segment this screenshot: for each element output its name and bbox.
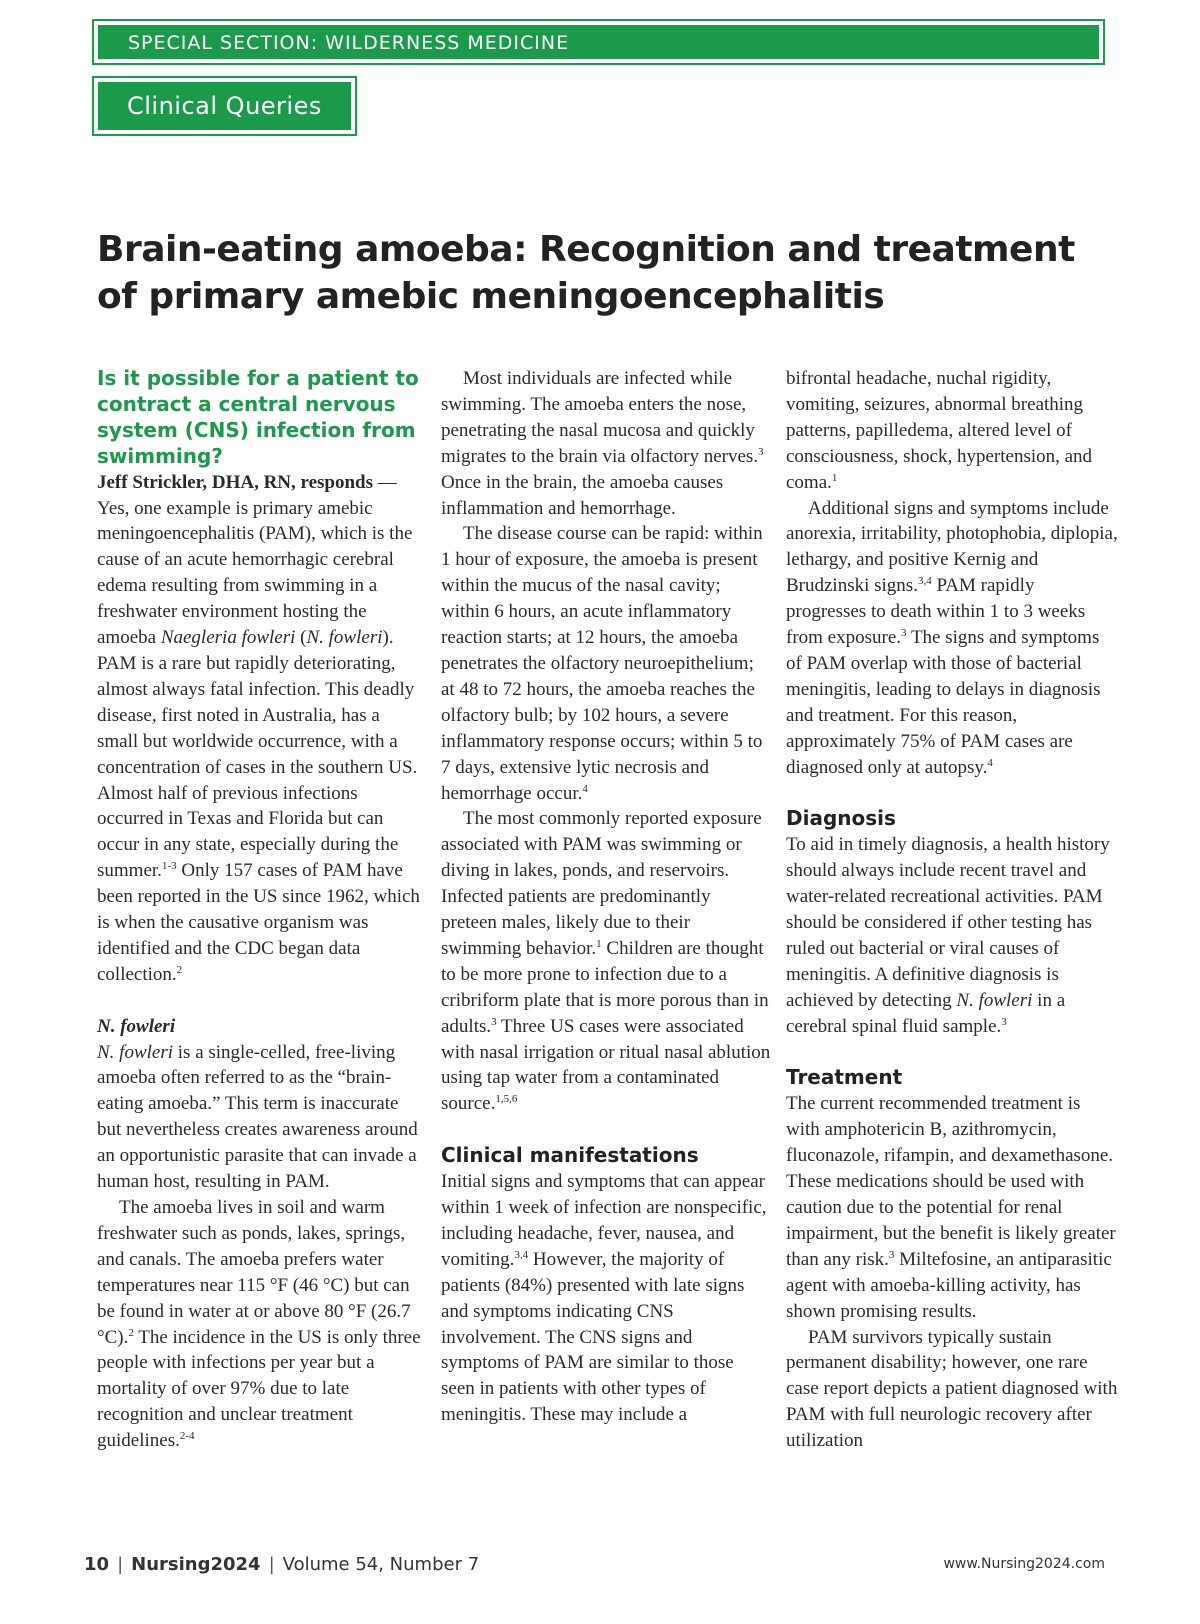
subheading-n-fowleri: N. fowleri	[97, 1015, 176, 1037]
page-footer	[84, 1554, 1105, 1580]
paragraph: The amoeba lives in soil and warm freshwater such as ponds, lakes, springs, and canals. The amoeba prefers water temperatures near 115 °F (46 °C) but can be found in water at or above 80 °F (26.7 °C).$^2$ The incidence in the US is only three people with infections per year but a mortality of over 97% due to late recognition and unclear treatment guidelines.$^{2-4}$	[97, 1196, 421, 1452]
question-heading: Is it possible for a patient to contract a central nervous system (CNS) infection from swimming?	[97, 366, 419, 468]
paragraph: Additional signs and symptoms include anorexia, irritability, photophobia, diplopia, lethargy, and positive Kernig and Brudzinski signs.$^{3,4}$ PAM rapidly progresses to death within 1 to 3 weeks from exposure.$^3$ The signs and symptoms of PAM overlap with those of bacterial meningitis, leading to delays in diagnosis and treatment. For this reason, approximately 75% of PAM cases are diagnosed only at autopsy.$^4$	[786, 497, 1118, 778]
department-tag	[97, 81, 352, 131]
volume-info: Volume 54, Number 7	[282, 1554, 480, 1575]
column-1	[97, 366, 425, 1528]
journal-url: www.Nursing2024.com	[943, 1556, 1105, 1572]
author-line: Jeff Strickler, DHA, RN, responds	[97, 471, 374, 493]
paragraph: The most commonly reported exposure associated with PAM was swimming or diving in lakes, ponds, and reservoirs. Infected patients are predominantly preteen males, likely due to their swimming behavior.$^1$ Children are thought to be more prone to infection due to a cribriform plate that is more porous than in adults.$^3$ Three US cases were associated with nasal irrigation or ritual nasal ablution using tap water from a contaminated source.$^{1,5,6}$	[441, 808, 771, 1115]
journal-name: Nursing2024	[131, 1554, 261, 1575]
article-title: Brain-eating amoeba: Recognition and treatment of primary amebic meningoencephalitis	[97, 229, 1075, 317]
section-banner	[97, 24, 1100, 60]
subheading-diagnosis: Diagnosis	[786, 806, 896, 831]
paragraph: bifrontal headache, nuchal rigidity, vomiting, seizures, abnormal breathing patterns, papilledema, altered level of consciousness, shock, hypertension, and coma.$^1$	[786, 368, 1093, 493]
paragraph: The disease course can be rapid: within 1 hour of exposure, the amoeba is present within the mucus of the nasal cavity; within 6 hours, an acute inflammatory reaction starts; at 12 hours, the amoeba penetrates the olfactory neuroepithelium; at 48 to 72 hours, the amoeba reaches the olfactory bulb; by 102 hours, a severe inflammatory response occurs; within 5 to 7 days, extensive lytic necrosis and hemorrhage occur.$^4$	[441, 523, 763, 804]
paragraph: Jeff Strickler, DHA, RN, responds —Yes, one example is primary amebic meningoencephalitis (PAM), which is the cause of an acute hemorrhagic cerebral edema resulting from swimming in a freshwater environment hosting the amoeba Naegleria fowleri (N. fowleri). PAM is a rare but rapidly deteriorating, almost always fatal infection. This deadly disease, first noted in Australia, has a small but worldwide occurrence, with a concentration of cases in the southern US. Almost half of previous infections occurred in Texas and Florida but can occur in any state, especially during the summer.$^{1-3}$ Only 157 cases of PAM have been reported in the US since 1962, which is when the causative organism was identified and the CDC began data collection.$^2$	[97, 471, 420, 985]
column-3	[786, 366, 1118, 1528]
paragraph: N. fowleri is a single-celled, free-living amoeba often referred to as the “brain-eating amoeba.” This term is inaccurate but nevertheless creates awareness around an opportunistic parasite that can invade a human host, resulting in PAM.	[97, 1041, 418, 1193]
page-number: 10	[84, 1554, 110, 1575]
department-label: Clinical Queries	[127, 92, 322, 120]
section-label: SPECIAL SECTION: WILDERNESS MEDICINE	[128, 32, 570, 54]
paragraph: PAM survivors typically sustain permanent disability; however, one rare case report depicts a patient diagnosed with PAM with full neurologic recovery after utilization	[786, 1326, 1118, 1452]
footer-left: 10 | Nursing2024 | Volume 54, Number 7	[84, 1554, 480, 1575]
paragraph: The current recommended treatment is with amphotericin B, azithromycin, fluconazole, rifampin, and dexamethasone. These medications should be used with caution due to the potential for renal impairment, but the benefit is likely greater than any risk.$^3$ Miltefosine, an antiparasitic agent with amoeba-killing activity, has shown promising results.	[786, 1093, 1116, 1322]
paragraph: To aid in timely diagnosis, a health history should always include recent travel and water-related recreational activities. PAM should be considered if other testing has ruled out bacterial or viral causes of meningitis. A definitive diagnosis is achieved by detecting N. fowleri in a cerebral spinal fluid sample.$^3$	[786, 834, 1110, 1037]
subheading-treatment: Treatment	[786, 1065, 903, 1090]
paragraph: Most individuals are infected while swimming. The amoeba enters the nose, penetrating the nasal mucosa and quickly migrates to the brain via olfactory nerves.$^3$ Once in the brain, the amoeba causes inflammation and hemorrhage.	[441, 368, 764, 519]
paragraph: Initial signs and symptoms that can appear within 1 week of infection are nonspecific, including headache, fever, nausea, and vomiting.$^{3,4}$ However, the majority of patients (84%) presented with late signs and symptoms indicating CNS involvement. The CNS signs and symptoms of PAM are similar to those seen in patients with other types of meningitis. These may include a	[441, 1171, 767, 1426]
column-2	[441, 366, 771, 1528]
subheading-clinical-manifestations: Clinical manifestations	[441, 1143, 699, 1168]
